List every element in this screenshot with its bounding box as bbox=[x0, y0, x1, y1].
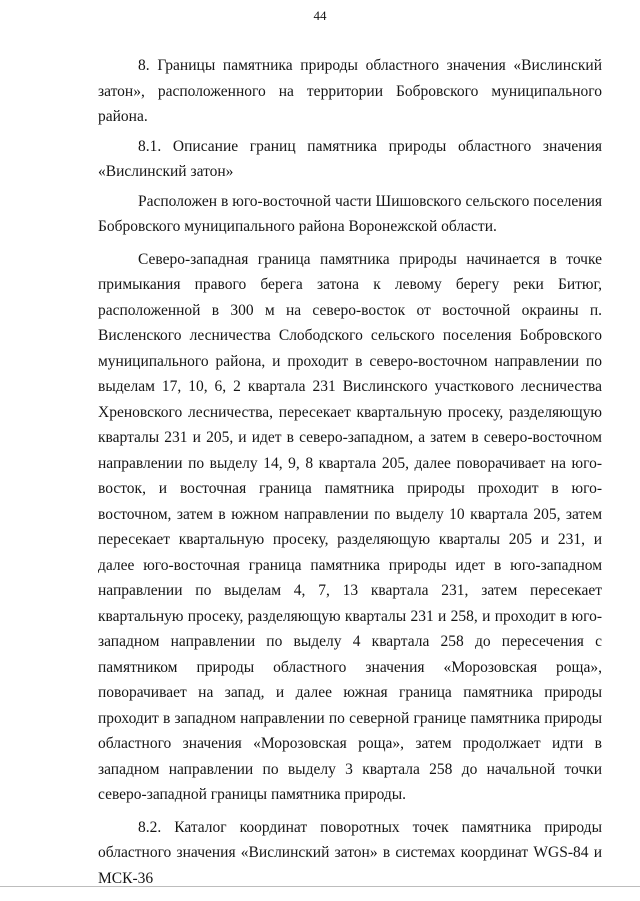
section-8-1-heading: 8.1. Описание границ памятника природы областного значения «Вислинский затон» bbox=[98, 137, 602, 180]
page-number: 44 bbox=[313, 8, 327, 23]
page-bottom-rule bbox=[0, 886, 640, 887]
document-body bbox=[98, 53, 602, 898]
boundary-description-paragraph: Северо-западная граница памятника природы начинается в точке примыкания правого берега затона к левому берегу реки Битюг, расположенной в 300 м на северо-восток от восточной окраины п. Висленского лесничества Слободского сельского поселения Бобровского муниципального района, и проходит в северо-восточном направлении по выделам 17, 10, 6, 2 квартала 231 Вислинского участкового лесничества Хреновского лесничества, пересекает квартальную просеку, разделяющую кварталы 231 и 205, и идет в северо-западном, а затем в северо-восточном направлении по выделу 14, 9, 8 квартала 205, далее поворачивает на юго-восток, и восточная граница памятника природы проходит в юго-восточном, затем в южном направлении по выделу 10 квартала 205, затем пересекает квартальную просеку, разделяющую кварталы 205 и 231, и далее юго-восточная граница памятника природы идет в юго-западном направлении по выделам 4, 7, 13 квартала 231, затем пересекает квартальную просеку, разделяющую кварталы 231 и 258, и проходит в юго-западном направлении по выделу 4 квартала 258 до пересечения с памятником природы областного значения «Морозовская роща», поворачивает на запад, и далее южная граница памятника природы проходит в западном направлении по северной границе памятника природы областного значения «Морозовская роща», затем продолжает идти в западном направлении по выделу 3 квартала 258 до начальной точки северо-западной границы памятника природы. bbox=[98, 250, 602, 803]
section-8-2-heading: 8.2. Каталог координат поворотных точек памятника природы областного значения «Вислинский затон» в системах координат WGS-84 и МСК-36 bbox=[98, 818, 602, 887]
location-paragraph: Расположен в юго-восточной части Шишовского сельского поселения Бобровского муниципального района Воронежской области. bbox=[98, 192, 602, 235]
section-8-heading: 8. Границы памятника природы областного значения «Вислинский затон», расположенного на территории Бобровского муниципального района. bbox=[98, 57, 602, 125]
